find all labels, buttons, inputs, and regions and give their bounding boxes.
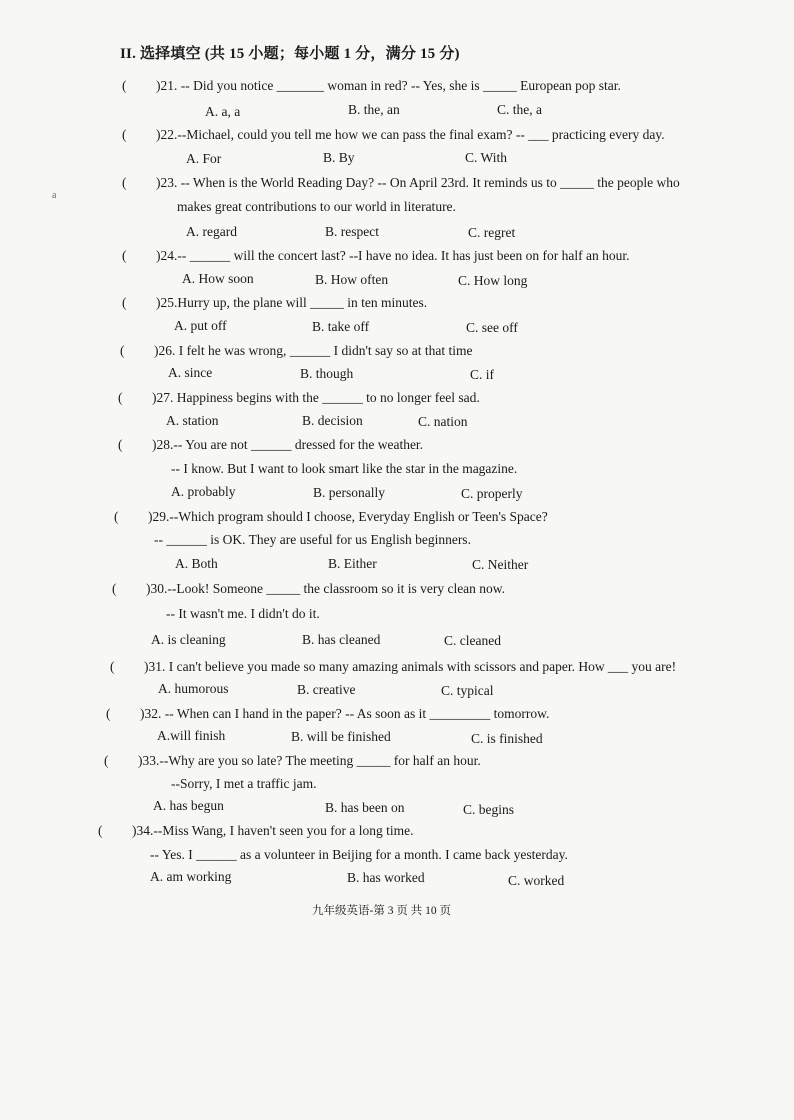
option-22-c: C. With <box>465 150 507 165</box>
option-31-a: A. humorous <box>158 681 229 696</box>
option-26-a: A. since <box>168 365 213 380</box>
section-title: II. 选择填空 (共 15 小题；每小题 1 分，满分 15 分) <box>120 46 460 62</box>
option-28-c: C. properly <box>461 486 523 501</box>
option-29-c: C. Neither <box>472 557 529 572</box>
option-27-c: C. nation <box>418 414 468 429</box>
question-29: ( )29.--Which program should I choose, Everyday English or Teen's Space? <box>114 509 548 524</box>
option-30-a: A. is cleaning <box>151 632 226 647</box>
option-34-b: B. has worked <box>347 870 425 885</box>
question-33-continuation: --Sorry, I met a traffic jam. <box>171 776 317 791</box>
question-33: ( )33.--Why are you so late? The meeting _____ for half an hour. <box>104 753 481 768</box>
option-26-b: B. though <box>300 366 354 381</box>
option-28-a: A. probably <box>171 484 236 499</box>
option-21-c: C. the, a <box>497 102 542 117</box>
option-32-b: B. will be finished <box>291 729 391 744</box>
option-24-b: B. How often <box>315 272 389 287</box>
question-25: ( )25.Hurry up, the plane will _____ in ten minutes. <box>122 295 428 310</box>
option-34-c: C. worked <box>508 873 565 888</box>
question-32: ( )32. -- When can I hand in the paper? -- As soon as it _________ tomorrow. <box>106 706 550 721</box>
option-23-a: A. regard <box>186 224 237 239</box>
question-27: ( )27. Happiness begins with the ______ to no longer feel sad. <box>118 390 480 405</box>
option-29-b: B. Either <box>328 556 377 571</box>
question-28-continuation: -- I know. But I want to look smart like the star in the magazine. <box>171 461 518 476</box>
question-21: ( )21. -- Did you notice _______ woman in red? -- Yes, she is _____ European pop star. <box>122 78 621 93</box>
question-30-continuation: -- It wasn't me. I didn't do it. <box>166 606 320 621</box>
page-footer: 九年级英语-第 3 页 共 10 页 <box>312 905 451 917</box>
question-29-continuation: -- ______ is OK. They are useful for us English beginners. <box>154 532 471 547</box>
option-30-c: C. cleaned <box>444 633 501 648</box>
option-25-a: A. put off <box>174 318 227 333</box>
question-31: ( )31. I can't believe you made so many amazing animals with scissors and paper. How ___ you are! <box>110 659 677 674</box>
option-25-c: C. see off <box>466 320 518 335</box>
option-21-a: A. a, a <box>205 104 241 119</box>
option-25-b: B. take off <box>312 319 370 334</box>
option-32-a: A.will finish <box>157 728 226 743</box>
option-27-b: B. decision <box>302 413 363 428</box>
question-22: ( )22.--Michael, could you tell me how we can pass the final exam? -- ___ practicing every day. <box>122 127 665 142</box>
option-32-c: C. is finished <box>471 731 543 746</box>
option-27-a: A. station <box>166 413 219 428</box>
option-24-a: A. How soon <box>182 271 254 286</box>
question-28: ( )28.-- You are not ______ dressed for the weather. <box>118 437 424 452</box>
question-23: ( )23. -- When is the World Reading Day? -- On April 23rd. It reminds us to _____ the people who <box>122 175 680 190</box>
option-26-c: C. if <box>470 367 495 382</box>
option-29-a: A. Both <box>175 556 218 571</box>
option-31-b: B. creative <box>297 682 356 697</box>
margin-mark: a <box>52 190 57 201</box>
option-30-b: B. has cleaned <box>302 632 381 647</box>
option-23-b: B. respect <box>325 224 379 239</box>
option-33-c: C. begins <box>463 802 515 817</box>
question-24: ( )24.-- ______ will the concert last? --I have no idea. It has just been on for half an hour. <box>122 248 630 263</box>
option-34-a: A. am working <box>150 869 232 884</box>
question-23-continuation: makes great contributions to our world in literature. <box>177 199 456 214</box>
option-33-b: B. has been on <box>325 800 405 815</box>
option-31-c: C. typical <box>441 683 494 698</box>
option-22-a: A. For <box>186 151 222 166</box>
option-24-c: C. How long <box>458 273 528 288</box>
question-30: ( )30.--Look! Someone _____ the classroom so it is very clean now. <box>112 581 506 596</box>
question-34-continuation: -- Yes. I ______ as a volunteer in Beijing for a month. I came back yesterday. <box>150 847 568 862</box>
question-26: ( )26. I felt he was wrong, ______ I didn't say so at that time <box>120 343 473 358</box>
option-21-b: B. the, an <box>348 102 400 117</box>
option-33-a: A. has begun <box>153 798 224 813</box>
option-23-c: C. regret <box>468 225 516 240</box>
option-28-b: B. personally <box>313 485 385 500</box>
question-34: ( )34.--Miss Wang, I haven't seen you for a long time. <box>98 823 414 838</box>
option-22-b: B. By <box>323 150 355 165</box>
